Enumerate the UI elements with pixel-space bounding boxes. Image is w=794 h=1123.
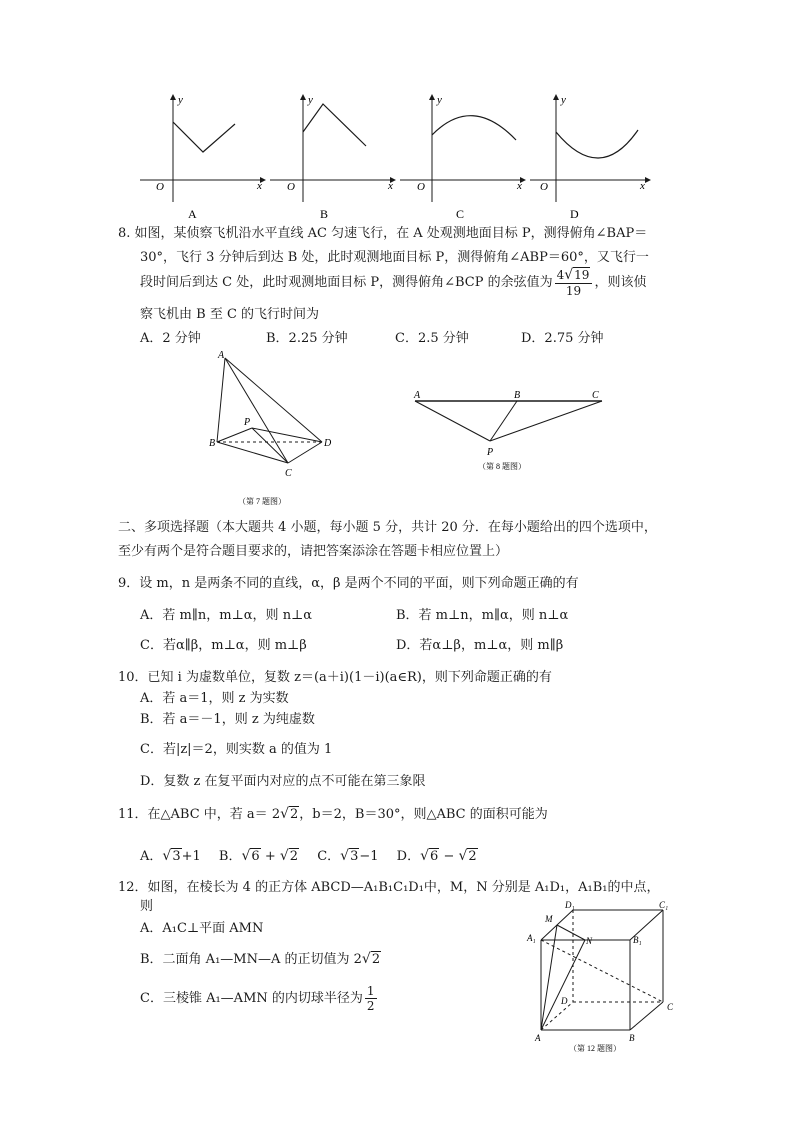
graph-b-origin: O: [287, 181, 295, 193]
fig7-label-b: B: [209, 438, 216, 449]
graph-a-curve: [173, 122, 235, 152]
figure-12: [525, 898, 685, 1056]
figure-7: [200, 350, 345, 510]
q12-option-c-text: C．三棱锥 A₁—AMN 的内切球半径为: [140, 991, 363, 1006]
option-graphs: [130, 90, 660, 225]
q10-option-d: D．复数 z 在复平面内对应的点不可能在第三象限: [140, 774, 426, 789]
q9-option-d: D．若α⊥β，m⊥α，则 m∥β: [396, 638, 564, 653]
fig8-label-p: P: [487, 447, 494, 458]
graph-c-curve: [432, 116, 516, 140]
fig12-label-a1: A₁: [527, 933, 536, 943]
q8-line1: 8. 如图，某侦察飞机沿水平直线 AC 匀速飞行，在 A 处观测地面目标 P，测得俯角∠BAP＝: [118, 226, 648, 241]
graph-d-origin: O: [540, 181, 548, 193]
q8-option-a: A．2 分钟: [140, 331, 201, 346]
fig7-label-p: P: [244, 417, 251, 428]
q12-option-a: A．A₁C⊥平面 AMN: [140, 921, 264, 936]
q12-option-b-text: B．二面角 A₁—MN—A 的正切值为 2: [140, 952, 362, 967]
graph-c: [400, 94, 525, 221]
fig8-label-b: B: [514, 390, 521, 401]
q10-option-c: C．若|z|＝2，则实数 a 的值为 1: [140, 742, 333, 757]
fig12-caption: （第 12 题图）: [569, 1044, 621, 1053]
graph-a-origin: O: [156, 181, 164, 193]
section2-line2: 至少有两个是符合题目要求的，请把答案添涂在答题卡相应位置上）: [118, 544, 509, 559]
q11-stem-pre: 11．在△ABC 中，若 a＝ 2: [118, 807, 281, 822]
graph-b-curve: [303, 104, 366, 146]
q12-option-b-rad: 2: [371, 952, 381, 967]
q11-option-a: A．√3+1: [140, 848, 201, 864]
fig7-label-d: D: [324, 438, 332, 449]
q8-line3-pre: 段时间后到达 C 处，此时观测地面目标 P，测得俯角∠BCP 的余弦值为: [140, 275, 553, 290]
graph-b-xlabel: x: [388, 180, 393, 192]
graph-d-xlabel: x: [640, 180, 645, 192]
q11-option-c: C．√3−1: [317, 848, 379, 864]
q10-option-b: B．若 a＝－1，则 z 为纯虚数: [140, 712, 315, 727]
q12-line1: 12．如图，在棱长为 4 的正方体 ABCD—A₁B₁C₁D₁中，M，N 分别是 A₁D₁，A₁B₁的中点，: [118, 880, 660, 895]
graph-b: [270, 94, 395, 221]
section2-line1: 二、多项选择题（本大题共 4 小题，每小题 5 分，共计 20 分．在每小题给出的四个选项中，: [118, 520, 657, 535]
fig8-label-c: C: [592, 390, 599, 401]
q8-line3-post: ，则该侦: [594, 275, 647, 290]
q8-line4: 察飞机由 B 至 C 的飞行时间为: [140, 307, 320, 322]
graph-a-option: A: [188, 207, 197, 221]
fig12-label-m: M: [545, 914, 553, 924]
q9-option-a: A．若 m∥n，m⊥α，则 n⊥α: [140, 608, 313, 623]
fig8-caption: （第 8 题图）: [478, 462, 526, 471]
graph-c-option: C: [456, 207, 465, 221]
q8-option-b: B．2.25 分钟: [266, 331, 348, 346]
q9-option-c: C．若α∥β，m⊥α，则 m⊥β: [140, 638, 307, 653]
graph-c-ylabel: y: [437, 94, 442, 106]
q11-stem-rad: 2: [290, 807, 299, 822]
q11-stem-post: ，b＝2，B＝30°，则△ABC 的面积可能为: [299, 807, 548, 822]
fig7-caption: （第 7 题图）: [238, 497, 286, 506]
fig12-label-b: B: [629, 1033, 635, 1043]
q8-line3: [140, 268, 646, 297]
graph-b-option: B: [320, 207, 329, 221]
q8-line2: 30°，飞行 3 分钟后到达 B 处，此时观测地面目标 P，测得俯角∠ABP＝60°，又飞行一: [140, 250, 649, 265]
q8-option-d: D．2.75 分钟: [521, 331, 604, 346]
q8-cos-fraction: $\frac{4√19}{19}$: [555, 268, 593, 297]
graph-a: [140, 94, 265, 221]
q12-option-c: [140, 985, 379, 1012]
q11-option-b: B．√6 + √2: [218, 848, 299, 864]
fig12-label-c: C: [667, 1002, 674, 1012]
graph-a-ylabel: y: [178, 94, 183, 106]
q11-options: [140, 845, 478, 864]
q11-stem: 11．在△ABC 中，若 a＝ 2√2，b＝2，B＝30°，则△ABC 的面积可能为: [118, 806, 548, 822]
fig7-label-a: A: [218, 350, 225, 361]
graph-a-xlabel: x: [257, 180, 262, 192]
graph-c-xlabel: x: [517, 180, 522, 192]
fig12-label-b1: B₁: [633, 935, 642, 945]
fig7-label-c: C: [285, 468, 292, 479]
graph-d-ylabel: y: [561, 94, 566, 106]
q9-option-b: B．若 m⊥n，m∥α，则 n⊥α: [396, 608, 569, 623]
q12-option-b: B．二面角 A₁—MN—A 的正切值为 2√2: [140, 951, 381, 967]
fig8-label-a: A: [414, 390, 421, 401]
graph-c-origin: O: [417, 181, 425, 193]
q11-option-d: D．√6 − √2: [396, 848, 477, 864]
graph-d-curve: [556, 130, 638, 158]
q8-cos-coef: 4: [556, 268, 565, 282]
graph-d: [530, 94, 650, 221]
q8-cos-rad: 19: [574, 268, 590, 282]
q12-line2: 则: [140, 899, 154, 914]
fig12-label-d1: D₁: [565, 900, 575, 910]
fig12-label-a: A: [535, 1033, 541, 1043]
q8-cos-den: 19: [565, 284, 582, 298]
q10-option-a: A．若 a＝1，则 z 为实数: [140, 691, 289, 706]
graph-b-ylabel: y: [308, 94, 313, 106]
fig12-label-d: D: [561, 996, 568, 1006]
q10-stem: 10．已知 i 为虚数单位，复数 z＝(a＋i)(1－i)(a∈R)，则下列命题正确的有: [118, 670, 552, 685]
q9-stem: 9．设 m，n 是两条不同的直线，α，β 是两个不同的平面，则下列命题正确的有: [118, 576, 579, 591]
q12-option-c-fraction: $\frac{1}{2}$: [366, 984, 375, 1013]
fig12-label-n: N: [586, 936, 593, 946]
figure-8: [410, 385, 610, 475]
fig12-label-c1: C₁: [659, 900, 669, 910]
graph-d-option: D: [570, 207, 579, 221]
q8-option-c: C．2.5 分钟: [395, 331, 469, 346]
